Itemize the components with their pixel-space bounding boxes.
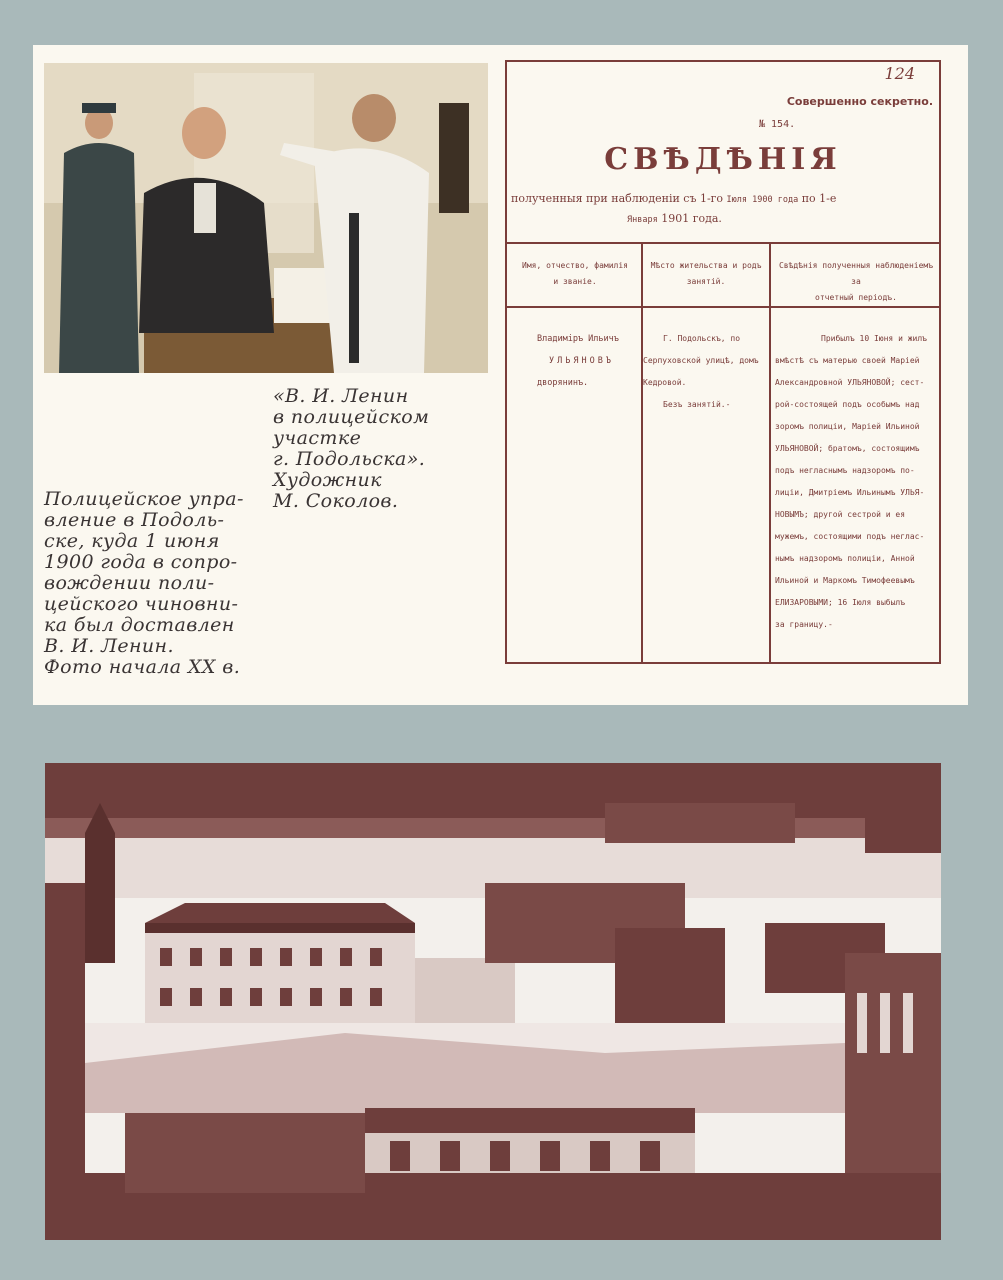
cell-line: Кедровой. [643,378,687,387]
header-line: Свѣдѣнія полученныя наблюденіемъ за [778,261,934,286]
secret-label: Совершенно секретно. [786,95,933,108]
photo-caption [44,489,264,678]
document-title: СВѢДѢНІЯ [604,142,842,177]
header-name [511,258,639,290]
cell-line: Ильиной и Маркомъ Тимофеевымъ [775,576,915,585]
subtitle-date-from: Іюля 1900 года [726,195,799,205]
caption-line: цейского чиновни- [44,593,239,615]
table-top-border [507,242,939,244]
caption-line: Художник [273,469,382,491]
info-cell [775,328,927,636]
cell-line: Серпуховской улицѣ, домъ [643,356,759,365]
archival-document [505,60,941,664]
header-residence [645,258,767,290]
cell-line: УЛЬЯНОВЪ [549,356,614,366]
residence-cell [643,328,759,416]
cell-line: Александровной УЛЬЯНОВОЙ; сест- [775,378,925,387]
column-divider [641,244,643,662]
cell-line: НОВЫМЪ; другой сестрой и ея [775,510,906,519]
cell-line: УЛЬЯНОВОЙ; братомъ, состоящимъ [775,444,920,453]
cell-line: лиціи, Дмитріемъ Ильинымъ УЛЬЯ- [775,488,925,497]
column-divider [769,244,771,662]
cell-line: подъ негласнымъ надзоромъ по- [775,466,915,475]
document-number: № 154. [759,119,796,130]
cell-line: мужемъ, состоящими подъ неглас- [775,532,925,541]
header-line: Мѣсто жительства и родъ [650,261,762,270]
header-line: занятій. [686,277,726,286]
painting-illustration [44,63,488,373]
caption-line: ка был доставлен [44,614,235,636]
subtitle-main: полученныя при наблюденіи съ 1-го [511,192,724,205]
header-line: и званіе. [553,277,597,286]
caption-line: вление в Подоль- [44,509,225,531]
table-header-border [507,306,939,308]
subtitle-to: по 1-е [801,192,837,205]
cell-line: Владиміръ Ильичъ [537,334,619,344]
document-subtitle [511,192,836,205]
subtitle-year-to: 1901 [661,212,690,225]
header-info [773,258,939,306]
painting-caption [273,386,473,512]
caption-line: вождении поли- [44,572,215,594]
town-photograph [45,763,941,1240]
cell-line: зоромъ полиціи, Маріей Ильиной [775,422,920,431]
cell-line: дворянинъ. [537,378,589,388]
cell-line: Г. Подольскъ, по [663,334,741,343]
header-line: Имя, отчество, фамилія [522,261,628,270]
cell-line: за границу.- [775,620,833,629]
cell-line: рой-состоящей подъ особымъ над [775,400,920,409]
cell-line: вмѣстѣ съ матерью своей Маріей [775,356,920,365]
historic-photo [45,763,941,1240]
caption-line: В. И. Ленин. [44,635,174,657]
caption-line: г. Подольска». [273,448,426,470]
cell-line: Прибылъ 10 Іюня и жилъ [821,334,927,343]
caption-line: Фото начала XX в. [44,656,241,678]
caption-line: М. Соколов. [273,490,399,512]
subtitle-month-to: Января [627,215,658,225]
caption-line: участке [273,427,362,449]
cell-line: нымъ надзоромъ полиціи, Анной [775,554,915,563]
caption-line: 1900 года в сопро- [44,551,238,573]
caption-line: Полицейское упра- [44,488,244,510]
handwritten-number: 124 [884,64,915,83]
header-line: отчетный періодъ. [815,293,897,302]
cell-line: ЕЛИЗАРОВЫМИ; 16 Іюля выбылъ [775,598,906,607]
painting-image [44,63,488,373]
cell-line: Безъ занятій.- [663,400,731,409]
document-subtitle-2 [627,212,722,225]
caption-line: в полицейском [273,406,430,428]
caption-line: ске, куда 1 июня [44,530,220,552]
subtitle-end: года. [692,212,722,225]
name-cell [537,328,619,394]
caption-line: «В. И. Ленин [273,385,409,407]
